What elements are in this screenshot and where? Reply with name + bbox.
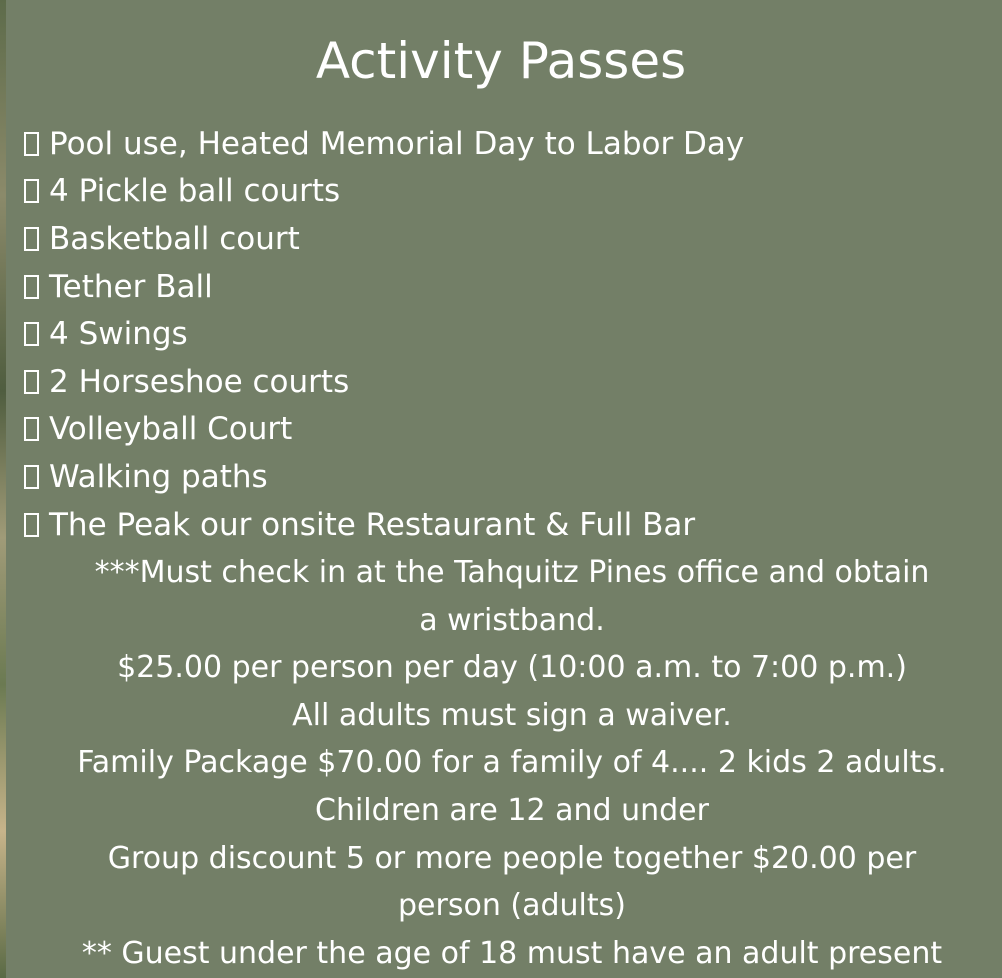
check-in-note: ***Must check in at the Tahquitz Pines office and obtain: [94, 555, 930, 590]
list-item: [24, 168, 744, 216]
missing-glyph-box-icon: [24, 132, 39, 156]
group-discount: Group discount 5 or more people together $20.00 per: [107, 840, 917, 876]
missing-glyph-box-icon: [24, 227, 39, 251]
list-item: [24, 310, 744, 358]
amenity-label: Walking paths: [49, 458, 268, 495]
amenities-list: [24, 120, 744, 548]
missing-glyph-box-icon: [24, 513, 39, 537]
list-item: [24, 120, 744, 168]
missing-glyph-box-icon: [24, 370, 39, 394]
amenity-label: The Peak our onsite Restaurant & Full Bar: [49, 506, 696, 543]
family-package: Family Package $70.00 for a family of 4.... 2 kids 2 adults.: [77, 745, 947, 781]
list-item: [24, 501, 744, 549]
missing-glyph-box-icon: [24, 322, 39, 346]
children-age-note: Children are 12 and under: [315, 792, 709, 828]
group-discount-continued: person (adults): [398, 888, 626, 924]
activity-passes-panel: [6, 0, 1002, 978]
amenity-label: Volleyball Court: [49, 411, 293, 448]
amenity-label: 4 Pickle ball courts: [49, 173, 341, 210]
daily-price: $25.00 per person per day (10:00 a.m. to 7:00 p.m.): [117, 650, 907, 686]
page-title: Activity Passes: [315, 32, 687, 90]
check-in-note-continued: a wristband.: [419, 602, 605, 638]
list-item: [24, 215, 744, 263]
amenity-label: 4 Swings: [49, 316, 188, 353]
missing-glyph-box-icon: [24, 179, 39, 203]
amenity-label: Pool use, Heated Memorial Day to Labor Day: [49, 125, 745, 162]
minor-supervision-note: ** Guest under the age of 18 must have an adult present: [81, 935, 943, 971]
list-item: [24, 358, 744, 406]
amenity-label: 2 Horseshoe courts: [49, 363, 350, 400]
list-item: [24, 406, 744, 454]
amenity-label: Basketball court: [49, 220, 300, 257]
pass-details: [6, 549, 1002, 977]
missing-glyph-box-icon: [24, 417, 39, 441]
amenity-label: Tether Ball: [49, 268, 213, 305]
list-item: [24, 453, 744, 501]
waiver-note: All adults must sign a waiver.: [292, 697, 732, 733]
missing-glyph-box-icon: [24, 275, 39, 299]
missing-glyph-box-icon: [24, 465, 39, 489]
list-item: [24, 263, 744, 311]
